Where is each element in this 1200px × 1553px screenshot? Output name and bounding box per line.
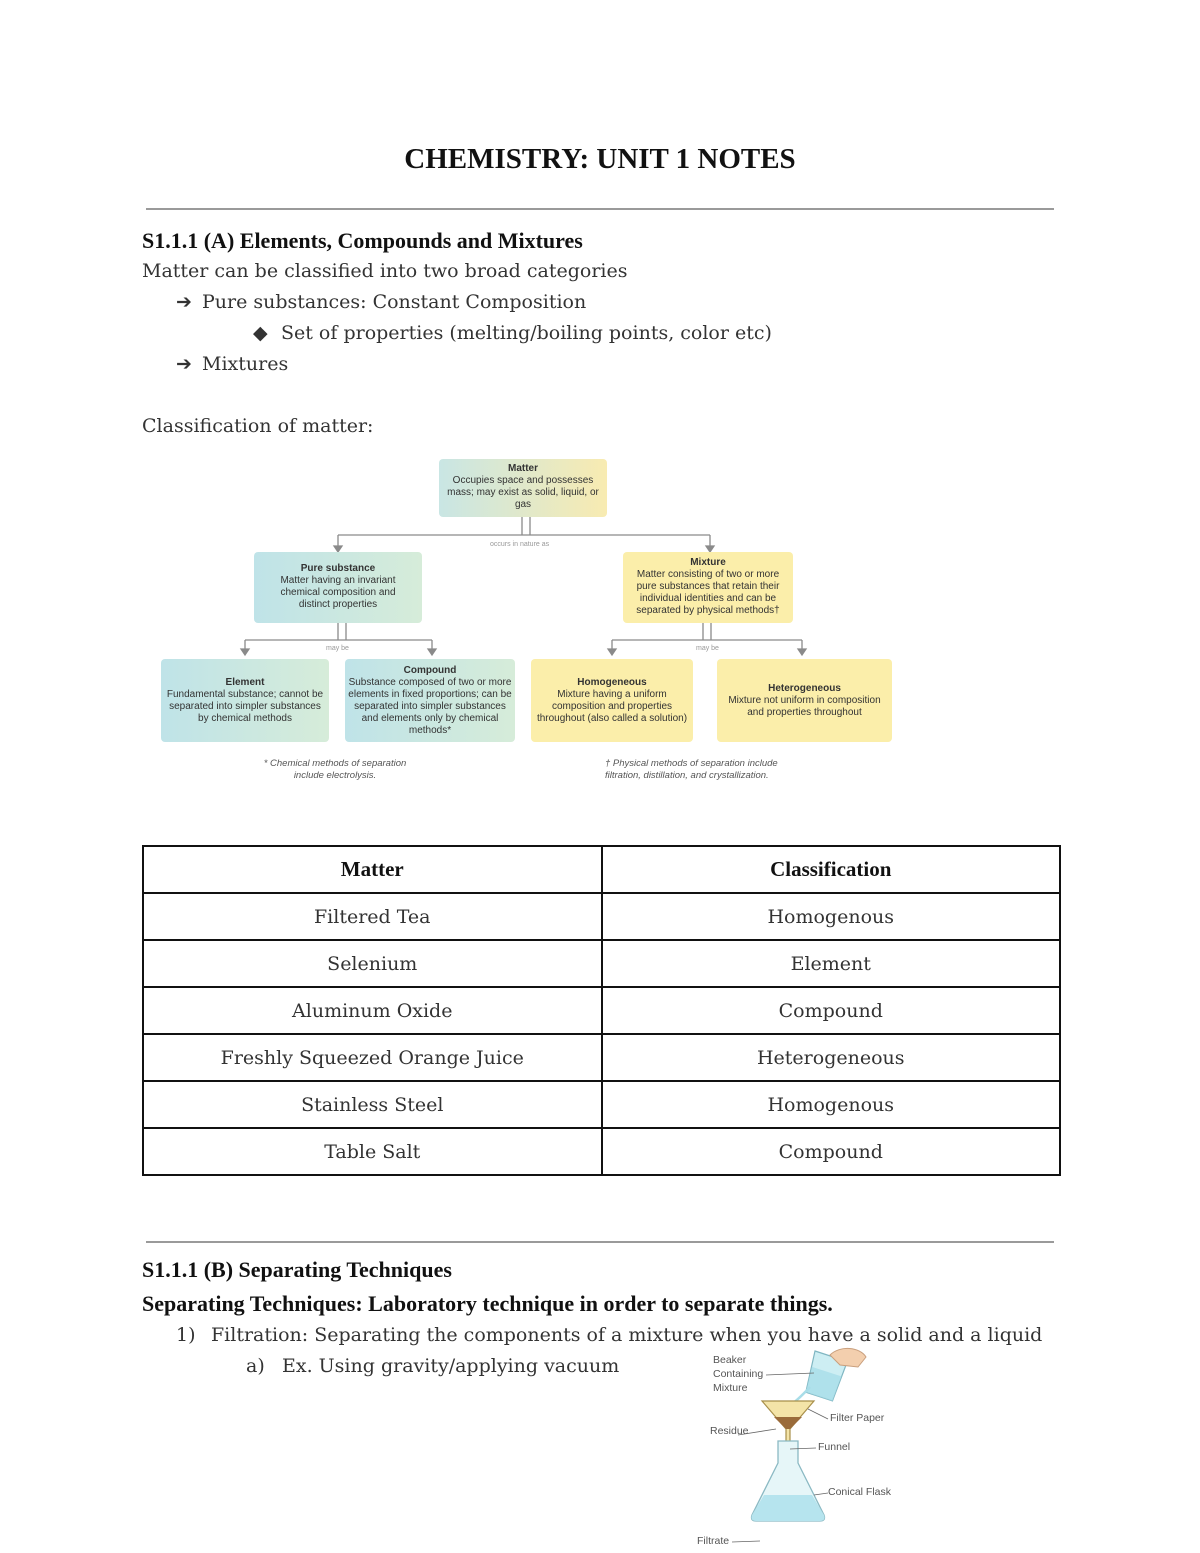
branch-label: may be <box>696 645 719 652</box>
section-b-heading: S1.1.1 (B) Separating Techniques <box>142 1257 452 1282</box>
classification-cell: Compound <box>602 987 1061 1034</box>
matter-cell: Table Salt <box>143 1128 602 1175</box>
filtrate-label: Filtrate <box>697 1535 730 1547</box>
matter-box: Matter Occupies space and possesses mass; may exist as solid, liquid, or gas <box>439 459 607 517</box>
branch-label: occurs in nature as <box>490 541 550 548</box>
bullet-pure-substances: ➔ Pure substances: Constant Composition <box>176 291 587 313</box>
table-row <box>143 940 1060 987</box>
heterogeneous-box: Heterogeneous Mixture not uniform in composition and properties throughout <box>717 659 892 742</box>
diamond-bullet-icon: ◆ <box>253 322 268 344</box>
matter-cell: Stainless Steel <box>143 1081 602 1128</box>
conical-flask-label: Conical Flask <box>828 1486 892 1498</box>
list-number: 1) <box>176 1324 196 1346</box>
classification-cell: Homogenous <box>602 1081 1061 1128</box>
bullet-mixtures: ➔ Mixtures <box>176 353 289 375</box>
classification-table <box>142 845 1061 1176</box>
arrow-bullet-icon: ➔ <box>176 291 192 313</box>
matter-cell: Selenium <box>143 940 602 987</box>
classification-cell: Homogenous <box>602 893 1061 940</box>
table-row <box>143 1081 1060 1128</box>
filtration-item: Filtration: Separating the components of a mixture when you have a solid and a liquid <box>211 1324 1043 1346</box>
page-title: CHEMISTRY: UNIT 1 NOTES <box>404 143 796 175</box>
funnel-label: Funnel <box>818 1441 851 1453</box>
table-header-row <box>143 846 1060 893</box>
table-row <box>143 987 1060 1034</box>
section-a-heading: S1.1.1 (A) Elements, Compounds and Mixtures <box>142 228 583 253</box>
footnote-physical: † Physical methods of separation include filtration, distillation, and crystallization. <box>605 758 778 781</box>
sub-bullet-properties: ◆ Set of properties (melting/boiling points, color etc) <box>253 322 772 344</box>
filtration-figure <box>690 1345 910 1550</box>
homogeneous-box: Homogeneous Mixture having a uniform composition and properties throughout (also called a solution) <box>531 659 693 742</box>
table-row <box>143 1034 1060 1081</box>
intro-text: Matter can be classified into two broad categories <box>142 260 628 282</box>
arrow-bullet-icon: ➔ <box>176 353 192 375</box>
table-row <box>143 893 1060 940</box>
classification-cell: Element <box>602 940 1061 987</box>
branch-label: may be <box>326 645 349 652</box>
separating-definition: Separating Techniques: Laboratory technique in order to separate things. <box>142 1291 833 1316</box>
column-header: Matter <box>143 846 602 893</box>
filtration-example: Ex. Using gravity/applying vacuum <box>282 1355 620 1377</box>
residue-label: Residue <box>710 1425 749 1437</box>
classification-label: Classification of matter: <box>142 415 374 437</box>
matter-cell: Freshly Squeezed Orange Juice <box>143 1034 602 1081</box>
footnote-chemical: * Chemical methods of separation include electrolysis. <box>263 758 407 781</box>
classification-diagram <box>150 455 910 795</box>
beaker-label: Beaker Containing Mixture <box>713 1354 764 1394</box>
divider <box>146 208 1054 210</box>
filter-paper-label: Filter Paper <box>830 1412 885 1424</box>
table-row <box>143 1128 1060 1175</box>
compound-box: Compound Substance composed of two or more elements in fixed proportions; can be separated into simpler substances and elements only by chemical methods* <box>345 659 515 742</box>
element-box: Element Fundamental substance; cannot be separated into simpler substances by chemical methods <box>161 659 329 742</box>
matter-cell: Filtered Tea <box>143 893 602 940</box>
list-letter: a) <box>246 1355 265 1377</box>
classification-cell: Compound <box>602 1128 1061 1175</box>
pure-substance-box: Pure substance Matter having an invariant chemical composition and distinct properties <box>254 552 422 623</box>
classification-cell: Heterogeneous <box>602 1034 1061 1081</box>
mixture-box: Mixture Matter consisting of two or more pure substances that retain their individual identities and can be separated by physical methods† <box>623 552 793 623</box>
divider <box>146 1241 1054 1243</box>
column-header: Classification <box>602 846 1061 893</box>
matter-cell: Aluminum Oxide <box>143 987 602 1034</box>
